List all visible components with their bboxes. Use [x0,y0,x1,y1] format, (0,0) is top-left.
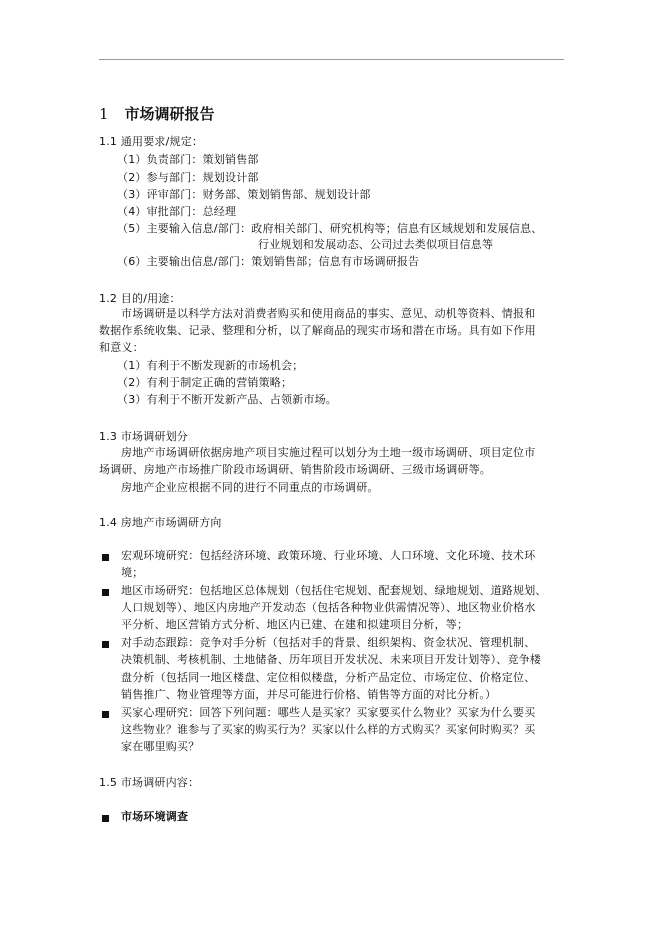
chapter-title: 市场调研报告 [124,105,215,123]
section-1-2-title: 1.2 目的/用途： [99,292,181,305]
list-item: （2）参与部门：规划设计部 [117,171,259,184]
bullet-line: 决策机制、考核机制、土地储备、历年项目开发状况、未来项目开发计划等）、竞争楼 [121,653,542,666]
paragraph-line: 和意义： [99,341,144,354]
list-item: （6）主要输出信息/部门：策划销售部；信息有市场调研报告 [117,255,420,268]
bullet-line: 买家心理研究：回答下列问题：哪些人是买家？买家要买什么物业？买家为什么要买 [121,706,536,719]
list-item: （2）有利于制定正确的营销策略； [117,376,293,389]
bullet-line-bold: 市场环境调查 [121,810,189,823]
section-1-4-title: 1.4 房地产市场调研方向 [99,516,222,529]
bullet-line: 对手动态跟踪：竞争对手分析（包括对手的背景、组织架构、资金状况、管理机制、 [121,636,536,649]
bullet-line: 这些物业？谁参与了买家的购买行为？买家以什么样的方式购买？买家何时购买？买 [121,723,536,736]
bullet-line: 境； [121,566,144,579]
paragraph-line: 数据作系统收集、记录、整理和分析，以了解商品的现实市场和潜在市场。具有如下作用 [99,324,536,337]
list-item: （4）审批部门：总经理 [117,205,237,218]
list-item-continuation: 行业规划和发展动态、公司过去类似项目信息等 [258,238,494,251]
chapter-number: 1 [99,105,109,123]
list-item: （1）负责部门：策划销售部 [117,153,259,166]
bullet-line: 宏观环境研究：包括经济环境、政策环境、行业环境、人口环境、文化环境、技术环 [121,549,536,562]
bullet-line: 人口规划等）、地区内房地产开发动态（包括各种物业供需情况等）、地区物业价格水 [121,601,536,614]
list-item: （5）主要输入信息/部门：政府相关部门、研究机构等；信息有区域规划和发展信息、 [117,222,543,235]
paragraph-line: 场调研、房地产市场推广阶段市场调研、销售阶段市场调研、三级市场调研等。 [99,463,491,476]
bullet-square-icon [102,641,109,648]
bullet-line: 地区市场研究：包括地区总体规划（包括住宅规划、配套规划、绿地规划、道路规划、 [121,584,547,597]
list-item: （3）评审部门：财务部、策划销售部、规划设计部 [117,188,371,201]
section-1-3-title: 1.3 市场调研划分 [99,430,188,443]
bullet-line: 平分析、地区营销方式分析、地区内已建、在建和拟建项目分析，等； [121,618,469,631]
paragraph-line: 房地产企业应根据不同的进行不同重点的市场调研。 [121,481,379,494]
bullet-line: 盘分析（包括同一地区楼盘、定位相似楼盘，分析产品定位、市场定位、价格定位、 [121,671,536,684]
bullet-square-icon [102,711,109,718]
bullet-line: 销售推广、物业管理等方面，并尽可能进行价格、销售等方面的对比分析。） [121,688,497,701]
header-rule [99,59,564,60]
list-item: （1）有利于不断发现新的市场机会； [117,359,304,372]
bullet-square-icon [102,815,109,822]
list-item: （3）有利于不断开发新产品、占领新市场。 [117,393,337,406]
section-1-5-title: 1.5 市场调研内容： [99,776,200,789]
bullet-square-icon [102,554,109,561]
bullet-square-icon [102,589,109,596]
paragraph-line: 房地产市场调研依据房地产项目实施过程可以划分为土地一级市场调研、项目定位市 [121,446,536,459]
paragraph-line: 市场调研是以科学方法对消费者购买和使用商品的事实、意见、动机等资料、情报和 [121,307,536,320]
section-1-1-title: 1.1 通用要求/规定： [99,135,204,148]
bullet-line: 家在哪里购买？ [121,740,200,753]
chapter-heading [99,103,215,124]
